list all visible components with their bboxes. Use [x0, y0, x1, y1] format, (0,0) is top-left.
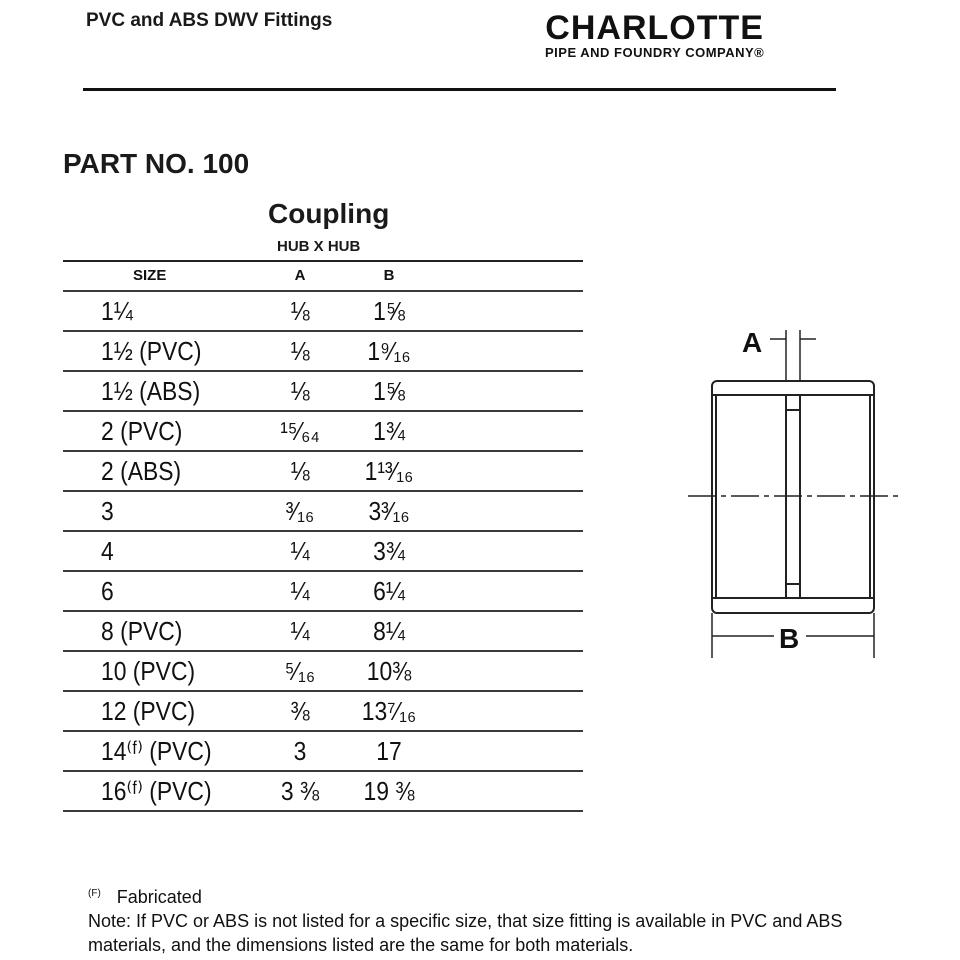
b-cell: 3³⁄₁₆	[368, 496, 410, 526]
b-cell: 1⅝	[373, 296, 405, 326]
a-cell: ⁵⁄₁₆	[284, 656, 316, 686]
size-cell: 2 (PVC)	[101, 416, 183, 446]
a-cell: ⅛	[290, 296, 310, 326]
size-cell: 12 (PVC)	[101, 696, 196, 726]
size-cell: 1¼	[101, 296, 133, 326]
a-cell: 3	[293, 736, 307, 766]
size-cell: 3	[101, 496, 114, 526]
size-cell: 2 (ABS)	[101, 456, 182, 486]
column-header-b: B	[383, 267, 395, 284]
b-cell: 1¾	[373, 416, 405, 446]
coupling-outline	[712, 381, 874, 613]
brand-subtitle: PIPE AND FOUNDRY COMPANY®	[545, 45, 765, 60]
a-cell: 3 ⅜	[280, 776, 320, 806]
notes-section	[88, 882, 848, 957]
footnote-mark: (F)	[88, 888, 101, 899]
a-cell: ⅛	[290, 336, 310, 366]
size-cell: 4	[101, 536, 114, 566]
material-note: Note: If PVC or ABS is not listed for a specific size, that size fitting is available in PVC and ABS materials, and the dimensions listed are the same for both materials.	[88, 911, 843, 955]
column-header-a: A	[294, 267, 306, 284]
size-cell: 1½ (PVC)	[101, 336, 202, 366]
b-cell: 6¼	[373, 576, 405, 606]
size-cell: 16⁽ᶠ⁾ (PVC)	[101, 776, 212, 806]
brand-name: CHARLOTTE	[545, 9, 764, 47]
b-cell: 8¼	[373, 616, 405, 646]
dimension-b-label: B	[779, 623, 800, 654]
a-cell: ¼	[290, 576, 310, 606]
b-cell: 1⁹⁄₁₆	[367, 336, 411, 366]
part-number: PART NO. 100	[63, 148, 250, 179]
b-cell: 10⅜	[366, 656, 412, 686]
a-cell: ³⁄₁₆	[285, 496, 315, 526]
size-cell: 14⁽ᶠ⁾ (PVC)	[101, 736, 212, 766]
b-cell: 1¹³⁄₁₆	[364, 456, 414, 486]
size-cell: 6	[101, 576, 114, 606]
a-cell: ⅜	[290, 696, 310, 726]
b-cell: 17	[376, 736, 402, 766]
a-cell: ¼	[290, 536, 310, 566]
size-cell: 10 (PVC)	[101, 656, 196, 686]
size-cell: 1½ (ABS)	[101, 376, 201, 406]
a-cell: ⅛	[290, 456, 310, 486]
dimension-a-marker	[770, 330, 816, 381]
b-cell: 3¾	[373, 536, 405, 566]
b-cell: 19 ⅜	[363, 776, 415, 806]
footnote	[88, 882, 848, 909]
footnote-text: Fabricated	[116, 887, 202, 907]
size-cell: 8 (PVC)	[101, 616, 183, 646]
column-header-size: SIZE	[133, 267, 167, 284]
fitting-type: HUB X HUB	[277, 238, 361, 255]
document-category: PVC and ABS DWV Fittings	[86, 10, 333, 31]
a-cell: ⅛	[290, 376, 310, 406]
dimension-a-label: A	[742, 327, 763, 358]
fitting-name: Coupling	[268, 198, 390, 229]
b-cell: 1⅝	[373, 376, 405, 406]
a-cell: ¹⁵⁄₆₄	[280, 416, 320, 446]
b-cell: 13⁷⁄₁₆	[361, 696, 417, 726]
a-cell: ¼	[290, 616, 310, 646]
